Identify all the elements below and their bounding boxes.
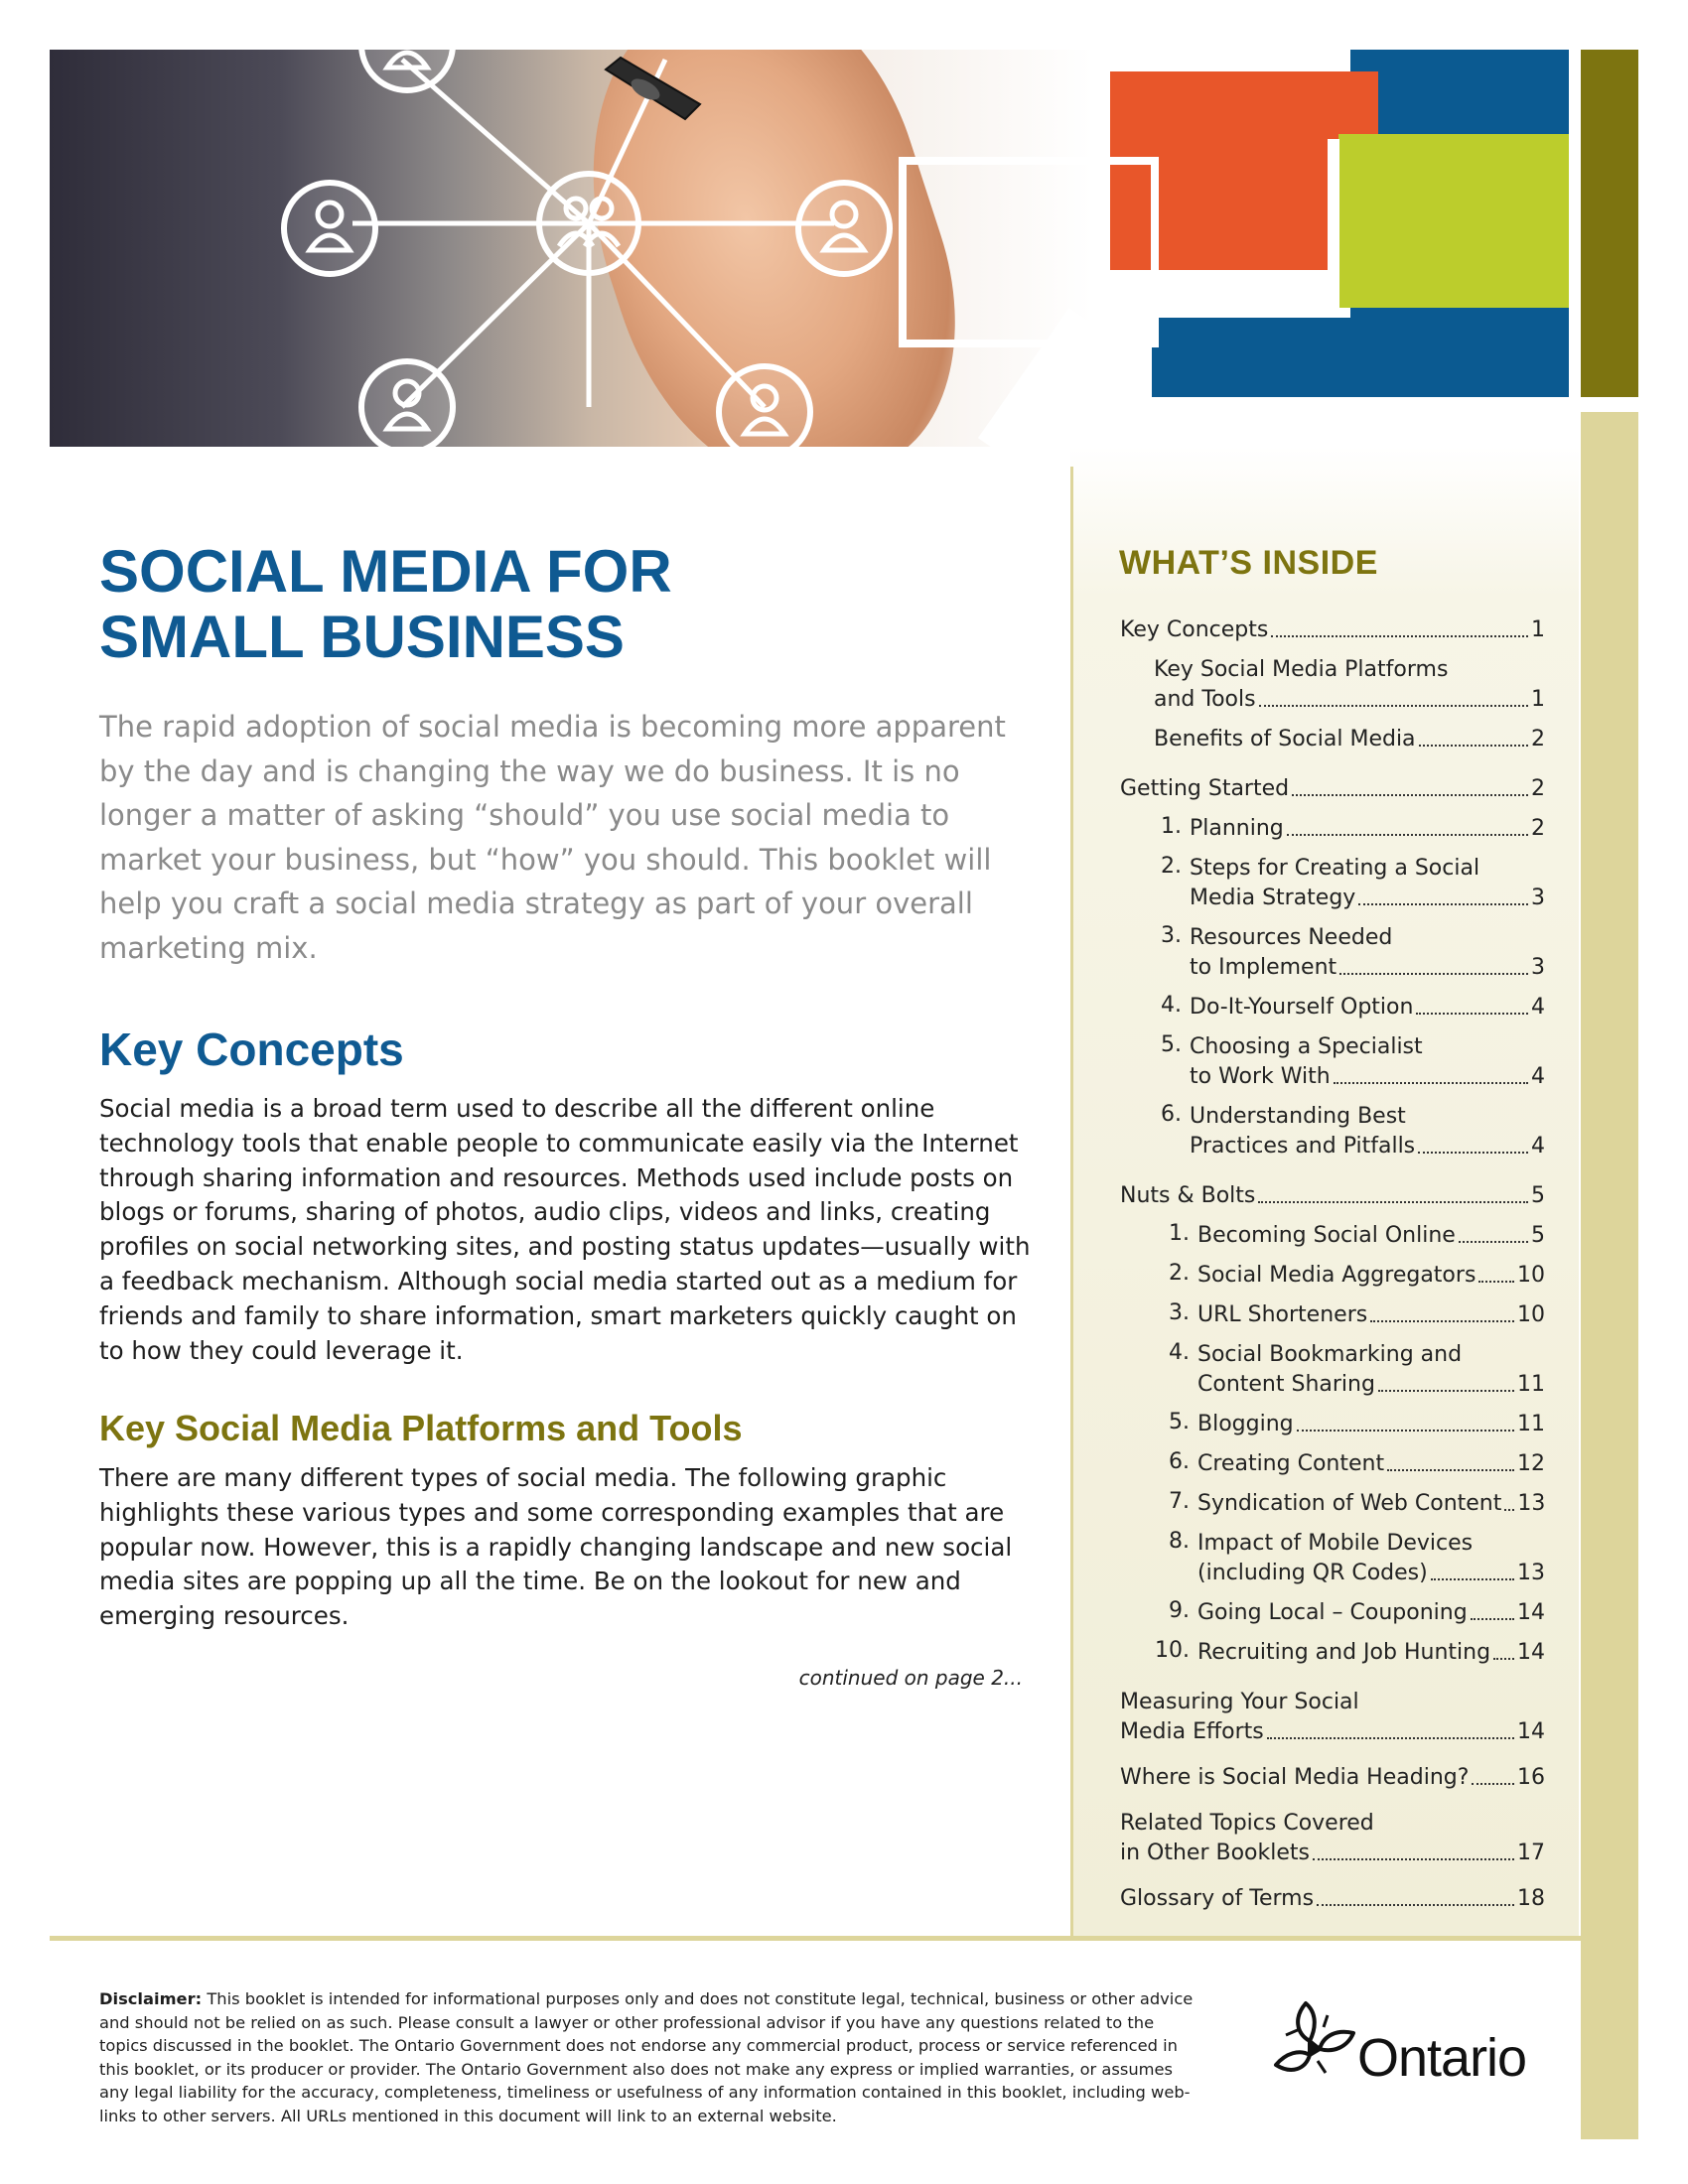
toc-nb-item-4[interactable] [1120, 1340, 1545, 1400]
toc-nb-item-1[interactable] [1120, 1221, 1545, 1251]
toc-item-label: Do-It-Yourself Option [1190, 995, 1414, 1020]
toc-item-page: 10 [1517, 1302, 1545, 1327]
user-icon-bottom-left [361, 361, 453, 447]
toc-item-page: 11 [1517, 1412, 1545, 1436]
pen-icon [606, 58, 700, 119]
toc-item-label: Social Media Aggregators [1197, 1263, 1477, 1288]
toc-item-label: Syndication of Web Content [1197, 1491, 1502, 1516]
toc-item-number: 2. [1161, 854, 1182, 879]
toc-item-label: Planning [1190, 816, 1284, 841]
toc-gs-item-4[interactable] [1120, 993, 1545, 1023]
toc-nb-item-2[interactable] [1120, 1261, 1545, 1291]
toc-item-label: Recruiting and Job Hunting [1197, 1640, 1491, 1665]
toc-item-label-line1: Social Bookmarking and [1197, 1342, 1463, 1367]
toc-item-number: 1. [1161, 814, 1182, 839]
toc-item-page: 5 [1531, 1223, 1545, 1248]
toc-item-number: 6. [1161, 1102, 1182, 1127]
toc-item-page: 10 [1517, 1263, 1545, 1288]
khaki-side-bar [1581, 412, 1638, 2139]
page-title: SOCIAL MEDIA FOR SMALL BUSINESS [99, 538, 672, 670]
toc-item-label: Content Sharing [1197, 1372, 1375, 1397]
toc-getting-started-list [1120, 814, 1545, 1161]
decorative-color-blocks [1092, 50, 1569, 447]
key-concepts-heading: Key Concepts [99, 1024, 404, 1075]
toc-gs-item-2[interactable] [1120, 854, 1545, 913]
toc-list [1120, 615, 1545, 1914]
toc-heading: WHAT’S INSIDE [1119, 544, 1378, 582]
toc-gs-item-1[interactable] [1120, 814, 1545, 844]
toc-item-number: 3. [1161, 923, 1182, 948]
toc-item-key-concepts[interactable]: Key Concepts 1 [1120, 617, 1545, 642]
toc-item-benefits[interactable]: Benefits of Social Media 2 [1154, 727, 1545, 751]
toc-item-label: Becoming Social Online [1197, 1223, 1456, 1248]
continued-note[interactable]: continued on page 2... [798, 1666, 1023, 1690]
toc-nb-item-8[interactable] [1120, 1529, 1545, 1588]
toc-item-number: 9. [1169, 1598, 1190, 1623]
toc-item-page: 4 [1531, 995, 1545, 1020]
toc-item-number: 5. [1169, 1410, 1190, 1434]
user-icon-right [798, 183, 890, 274]
toc-item-number: 6. [1169, 1449, 1190, 1474]
toc-nb-item-5[interactable] [1120, 1410, 1545, 1439]
toc-item-label: to Implement [1190, 955, 1337, 980]
intro-paragraph: The rapid adoption of social media is becoming more apparent by the day and is changing the way we do business. It is no longer a matter of asking “should” you use social media to market your business, but “how” you should. This booklet will help you craft a social media strategy as part of your overall marketing mix. [99, 710, 1006, 965]
disclaimer-text: This booklet is intended for informational purposes only and does not constitute legal, technical, business or other advice and should not be relied on as such. Please consult a lawyer or other professional advisor if you have any questions related to the topics discussed in the booklet. The Ontario Government does not endorse any commercial product, process or service referenced in this booklet, or its producer or provider. The Ontario Government also does not make any express or implied warranties, or assumes any legal liability for the accuracy, completeness, timeliness or usefulness of any information contained in this booklet, including web-links to other servers. All URLs mentioned in this document will link to an external website. [99, 1989, 1194, 2125]
toc-item-platforms[interactable]: Key Social Media Platforms and Tools 1 [1154, 657, 1545, 712]
toc-item-label: to Work With [1190, 1064, 1331, 1089]
toc-nb-item-3[interactable] [1120, 1300, 1545, 1330]
white-outline-frame-2 [1328, 139, 1339, 308]
toc-item-page: 11 [1517, 1372, 1545, 1397]
toc-item-label: Media Strategy [1190, 886, 1356, 910]
toc-nb-item-6[interactable] [1120, 1449, 1545, 1479]
toc-nb-item-7[interactable] [1120, 1489, 1545, 1519]
user-icon-top-left [361, 50, 453, 90]
toc-item-page: 12 [1517, 1451, 1545, 1476]
toc-nb-item-9[interactable] [1120, 1598, 1545, 1628]
toc-panel-border [1070, 467, 1073, 1936]
toc-item-number: 5. [1161, 1032, 1182, 1057]
toc-nuts-bolts-list [1120, 1221, 1545, 1668]
disclaimer [99, 1987, 1201, 2127]
toc-item-label-line1: Impact of Mobile Devices [1197, 1531, 1474, 1556]
olive-side-bar [1581, 50, 1638, 397]
toc-gs-item-3[interactable] [1120, 923, 1545, 983]
toc-item-page: 4 [1531, 1064, 1545, 1089]
toc-item-measuring[interactable]: Measuring Your Social Media Efforts 14 [1120, 1690, 1545, 1744]
user-icon-bottom-right [719, 366, 810, 447]
platforms-heading: Key Social Media Platforms and Tools [99, 1408, 743, 1448]
toc-item-page: 14 [1517, 1640, 1545, 1665]
white-outline-frame [899, 157, 1159, 347]
footer-rule [50, 1936, 1630, 1941]
toc-item-page: 3 [1531, 886, 1545, 910]
toc-item-where-heading[interactable]: Where is Social Media Heading? 16 [1120, 1765, 1545, 1790]
platforms-paragraph: There are many different types of social media. The following graphic highlights these various types and some corresponding examples that are popular now. However, this is a rapidly changing landscape and new social media sites are popping up all the time. Be on the lookout for new and emerging resources. [99, 1463, 1013, 1631]
disclaimer-label: Disclaimer: [99, 1989, 203, 2008]
ontario-wordmark: Ontario [1357, 2028, 1527, 2088]
toc-item-number: 8. [1169, 1529, 1190, 1554]
toc-item-page: 13 [1517, 1561, 1545, 1585]
user-icon-left [284, 183, 375, 274]
toc-item-page: 2 [1531, 816, 1545, 841]
toc-item-label-line1: Resources Needed [1190, 925, 1393, 950]
toc-item-number: 7. [1169, 1489, 1190, 1514]
toc-item-page: 13 [1517, 1491, 1546, 1516]
toc-item-related[interactable]: Related Topics Covered in Other Booklets 17 [1120, 1811, 1545, 1865]
user-icon-center [539, 174, 638, 273]
toc-item-page: 4 [1531, 1134, 1545, 1159]
toc-item-label-line1: Steps for Creating a Social [1190, 856, 1480, 881]
lime-block [1338, 134, 1569, 308]
toc-gs-item-6[interactable] [1120, 1102, 1545, 1161]
toc-item-number: 3. [1169, 1300, 1190, 1325]
toc-item-number: 4. [1161, 993, 1182, 1018]
toc-gs-item-5[interactable] [1120, 1032, 1545, 1092]
toc-item-page: 14 [1517, 1600, 1545, 1625]
toc-item-label-line1: Choosing a Specialist [1190, 1034, 1423, 1059]
toc-item-label: URL Shorteners [1197, 1302, 1368, 1327]
toc-item-label: Going Local – Couponing [1197, 1600, 1468, 1625]
toc-item-glossary[interactable]: Glossary of Terms 18 [1120, 1886, 1545, 1911]
ontario-logo [1266, 1995, 1544, 2095]
toc-item-label: Creating Content [1197, 1451, 1385, 1476]
toc-item-label: (including QR Codes) [1197, 1561, 1428, 1585]
toc-item-number: 1. [1169, 1221, 1190, 1246]
toc-item-number: 4. [1169, 1340, 1190, 1365]
toc-item-label: Practices and Pitfalls [1190, 1134, 1416, 1159]
toc-nb-item-10[interactable] [1120, 1638, 1545, 1668]
trillium-icon [1266, 1995, 1365, 2095]
toc-item-label: Blogging [1197, 1412, 1294, 1436]
toc-item-label-line1: Understanding Best [1190, 1104, 1406, 1129]
key-concepts-paragraph: Social media is a broad term used to describe all the different online technology tools that enable people to communicate easily via the Internet through sharing information and resources. Methods used include posts on blogs or forums, sharing of photos, audio clips, videos and links, creating profiles on social networking sites, and posting status updates—usually with a feedback mechanism. Although social media started out as a medium for friends and family to share information, smart marketers quickly caught on to how they could leverage it. [99, 1094, 1031, 1365]
toc-item-getting-started[interactable]: Getting Started 2 [1120, 776, 1545, 801]
toc-item-nuts-bolts[interactable]: Nuts & Bolts 5 [1120, 1183, 1545, 1208]
toc-item-number: 10. [1155, 1638, 1190, 1663]
toc-item-number: 2. [1169, 1261, 1190, 1286]
toc-item-page: 3 [1531, 955, 1545, 980]
